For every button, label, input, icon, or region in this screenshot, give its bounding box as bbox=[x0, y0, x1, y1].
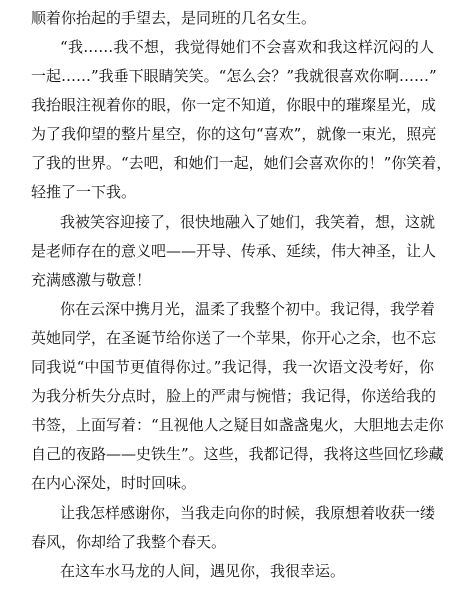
text-line: 自己的夜路——史铁生”。这些，我都记得，我将这些回忆珍藏 bbox=[31, 445, 444, 463]
text-line: 为了我仰望的整片星空，你的这句“喜欢”，就像一束光，照亮 bbox=[31, 125, 437, 143]
text-line: 充满感激与敬意！ bbox=[31, 271, 152, 289]
text-line: 是老师存在的意义吧——开导、传承、延续，伟大神圣，让人 bbox=[31, 242, 437, 260]
text-line: 在这车水马龙的人间，遇见你，我很幸运。 bbox=[60, 562, 346, 580]
text-line: 书签，上面写着：“且视他人之疑目如盏盏鬼火，大胆地去走你 bbox=[31, 416, 444, 434]
text-line: 轻推了一下我。 bbox=[31, 183, 137, 201]
text-line: 为我分析失分点时，脸上的严肃与惋惜；我记得，你送给我的 bbox=[31, 387, 437, 405]
text-line: 我抬眼注视着你的眼，你一定不知道，你眼中的璀璨星光，成 bbox=[31, 96, 437, 114]
text-line: “我……我不想，我觉得她们不会喜欢和我这样沉闷的人 bbox=[60, 38, 434, 56]
text-line: 在内心深处，时时回味。 bbox=[31, 474, 197, 492]
text-line: 顺着你抬起的手望去，是同班的几名女生。 bbox=[31, 9, 317, 27]
text-line: 同我说“中国节更值得你过。”我记得，我一次语文没考好，你 bbox=[31, 358, 434, 376]
text-line: 你在云深中携月光，温柔了我整个初中。我记得，我学着 bbox=[60, 300, 436, 318]
text-line: 了我的世界。“去吧，和她们一起，她们会喜欢你的！”你笑着， bbox=[31, 154, 452, 172]
text-line: 我被笑容迎接了，很快地融入了她们，我笑着，想，这就 bbox=[60, 213, 436, 231]
text-line: 让我怎样感谢你，当我走向你的时候，我原想着收获一缕 bbox=[60, 504, 436, 522]
text-line: 一起……”我垂下眼睛笑笑。“怎么会？”我就很喜欢你啊……” bbox=[31, 67, 437, 85]
text-line: 英她同学，在圣诞节给你送了一个苹果，你开心之余，也不忘 bbox=[31, 329, 437, 347]
text-line: 春风，你却给了我整个春天。 bbox=[31, 533, 227, 551]
